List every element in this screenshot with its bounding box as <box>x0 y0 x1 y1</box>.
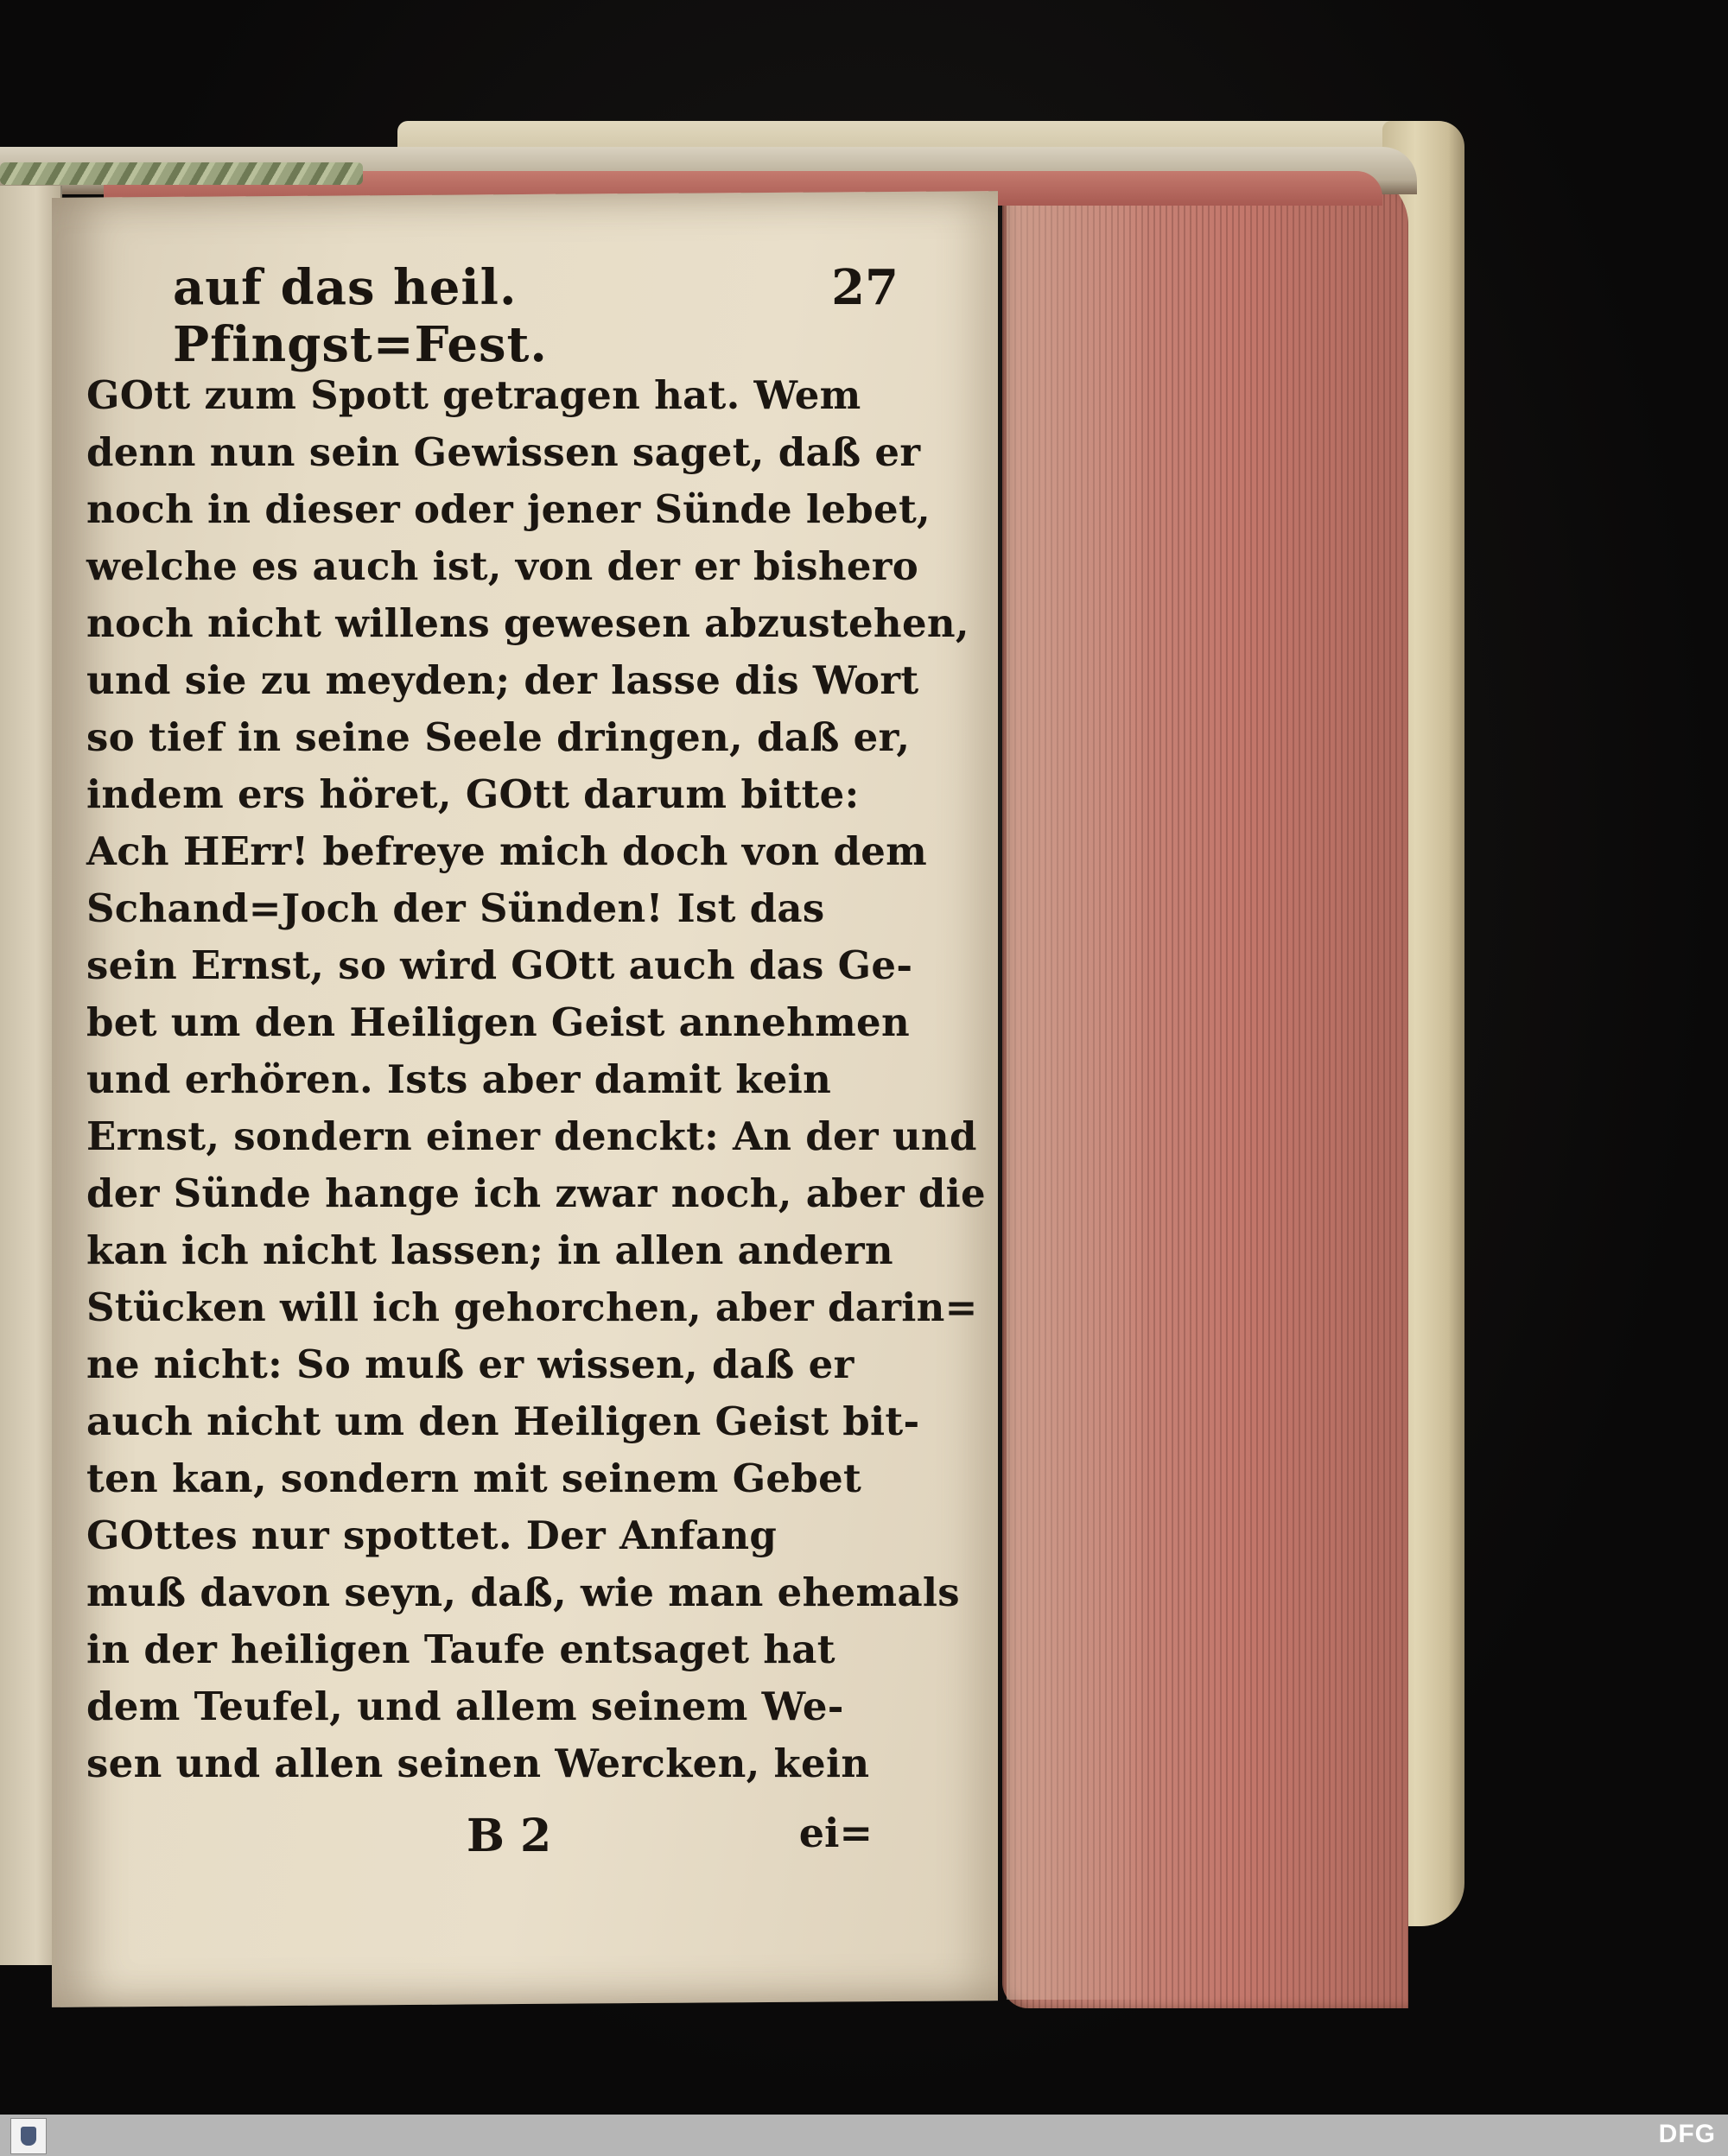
text-line: bet um den Heiligen Geist annehmen <box>86 999 910 1045</box>
text-line: welche es auch ist, von der er bishero <box>86 543 919 589</box>
text-line: und sie zu meyden; der lasse dis Wort <box>86 657 919 703</box>
text-line: so tief in seine Seele dringen, daß er, <box>86 714 911 760</box>
text-line: denn nun sein Gewissen saget, daß er <box>86 429 921 475</box>
text-line: auch nicht um den Heiligen Geist bit- <box>86 1398 920 1444</box>
running-title: auf das heil. Pfingst=Fest. <box>173 259 548 373</box>
text-line: GOttes nur spottet. Der Anfang <box>86 1512 778 1558</box>
text-line: Ach HErr! befreye mich doch von dem <box>86 828 928 874</box>
text-line: sen und allen seinen Wercken, kein <box>86 1741 870 1786</box>
text-line: in der heiligen Taufe entsaget hat <box>86 1627 835 1672</box>
binding-thread <box>0 162 363 185</box>
page-body-text <box>86 367 986 1792</box>
fore-edge-highlight <box>1007 203 1145 2000</box>
page-footer <box>467 1810 873 1870</box>
text-line: noch nicht willens gewesen abzustehen, <box>86 600 969 646</box>
text-line: ne nicht: So muß er wissen, daß er <box>86 1341 854 1387</box>
text-line: ten kan, sondern mit seinem Gebet <box>86 1455 862 1501</box>
text-line: der Sünde hange ich zwar noch, aber die <box>86 1170 986 1216</box>
logo-shape <box>21 2127 36 2146</box>
text-line: sein Ernst, so wird GOtt auch das Ge- <box>86 942 913 988</box>
text-line: Ernst, sondern einer denckt: An der und <box>86 1113 977 1159</box>
signature-mark: B 2 <box>467 1810 552 1862</box>
text-line: noch in dieser oder jener Sünde lebet, <box>86 486 931 532</box>
catchword: ei= <box>798 1810 873 1856</box>
page-header <box>173 259 899 373</box>
text-line: dem Teufel, und allem seinem We- <box>86 1684 844 1729</box>
text-line: Stücken will ich gehorchen, aber darin= <box>86 1284 978 1330</box>
text-line: und erhören. Ists aber damit kein <box>86 1056 832 1102</box>
text-line: indem ers höret, GOtt darum bitte: <box>86 771 860 817</box>
dfg-brand: DFG <box>1658 2120 1716 2148</box>
text-line: GOtt zum Spott getragen hat. Wem <box>86 372 861 418</box>
text-line: kan ich nicht lassen; in allen andern <box>86 1227 893 1273</box>
text-line: Schand=Joch der Sünden! Ist das <box>86 885 825 931</box>
library-logo-icon <box>10 2118 47 2154</box>
viewer-footer-bar <box>0 2115 1728 2156</box>
text-line: muß davon seyn, daß, wie man ehemals <box>86 1569 960 1615</box>
page-number: 27 <box>831 259 899 316</box>
